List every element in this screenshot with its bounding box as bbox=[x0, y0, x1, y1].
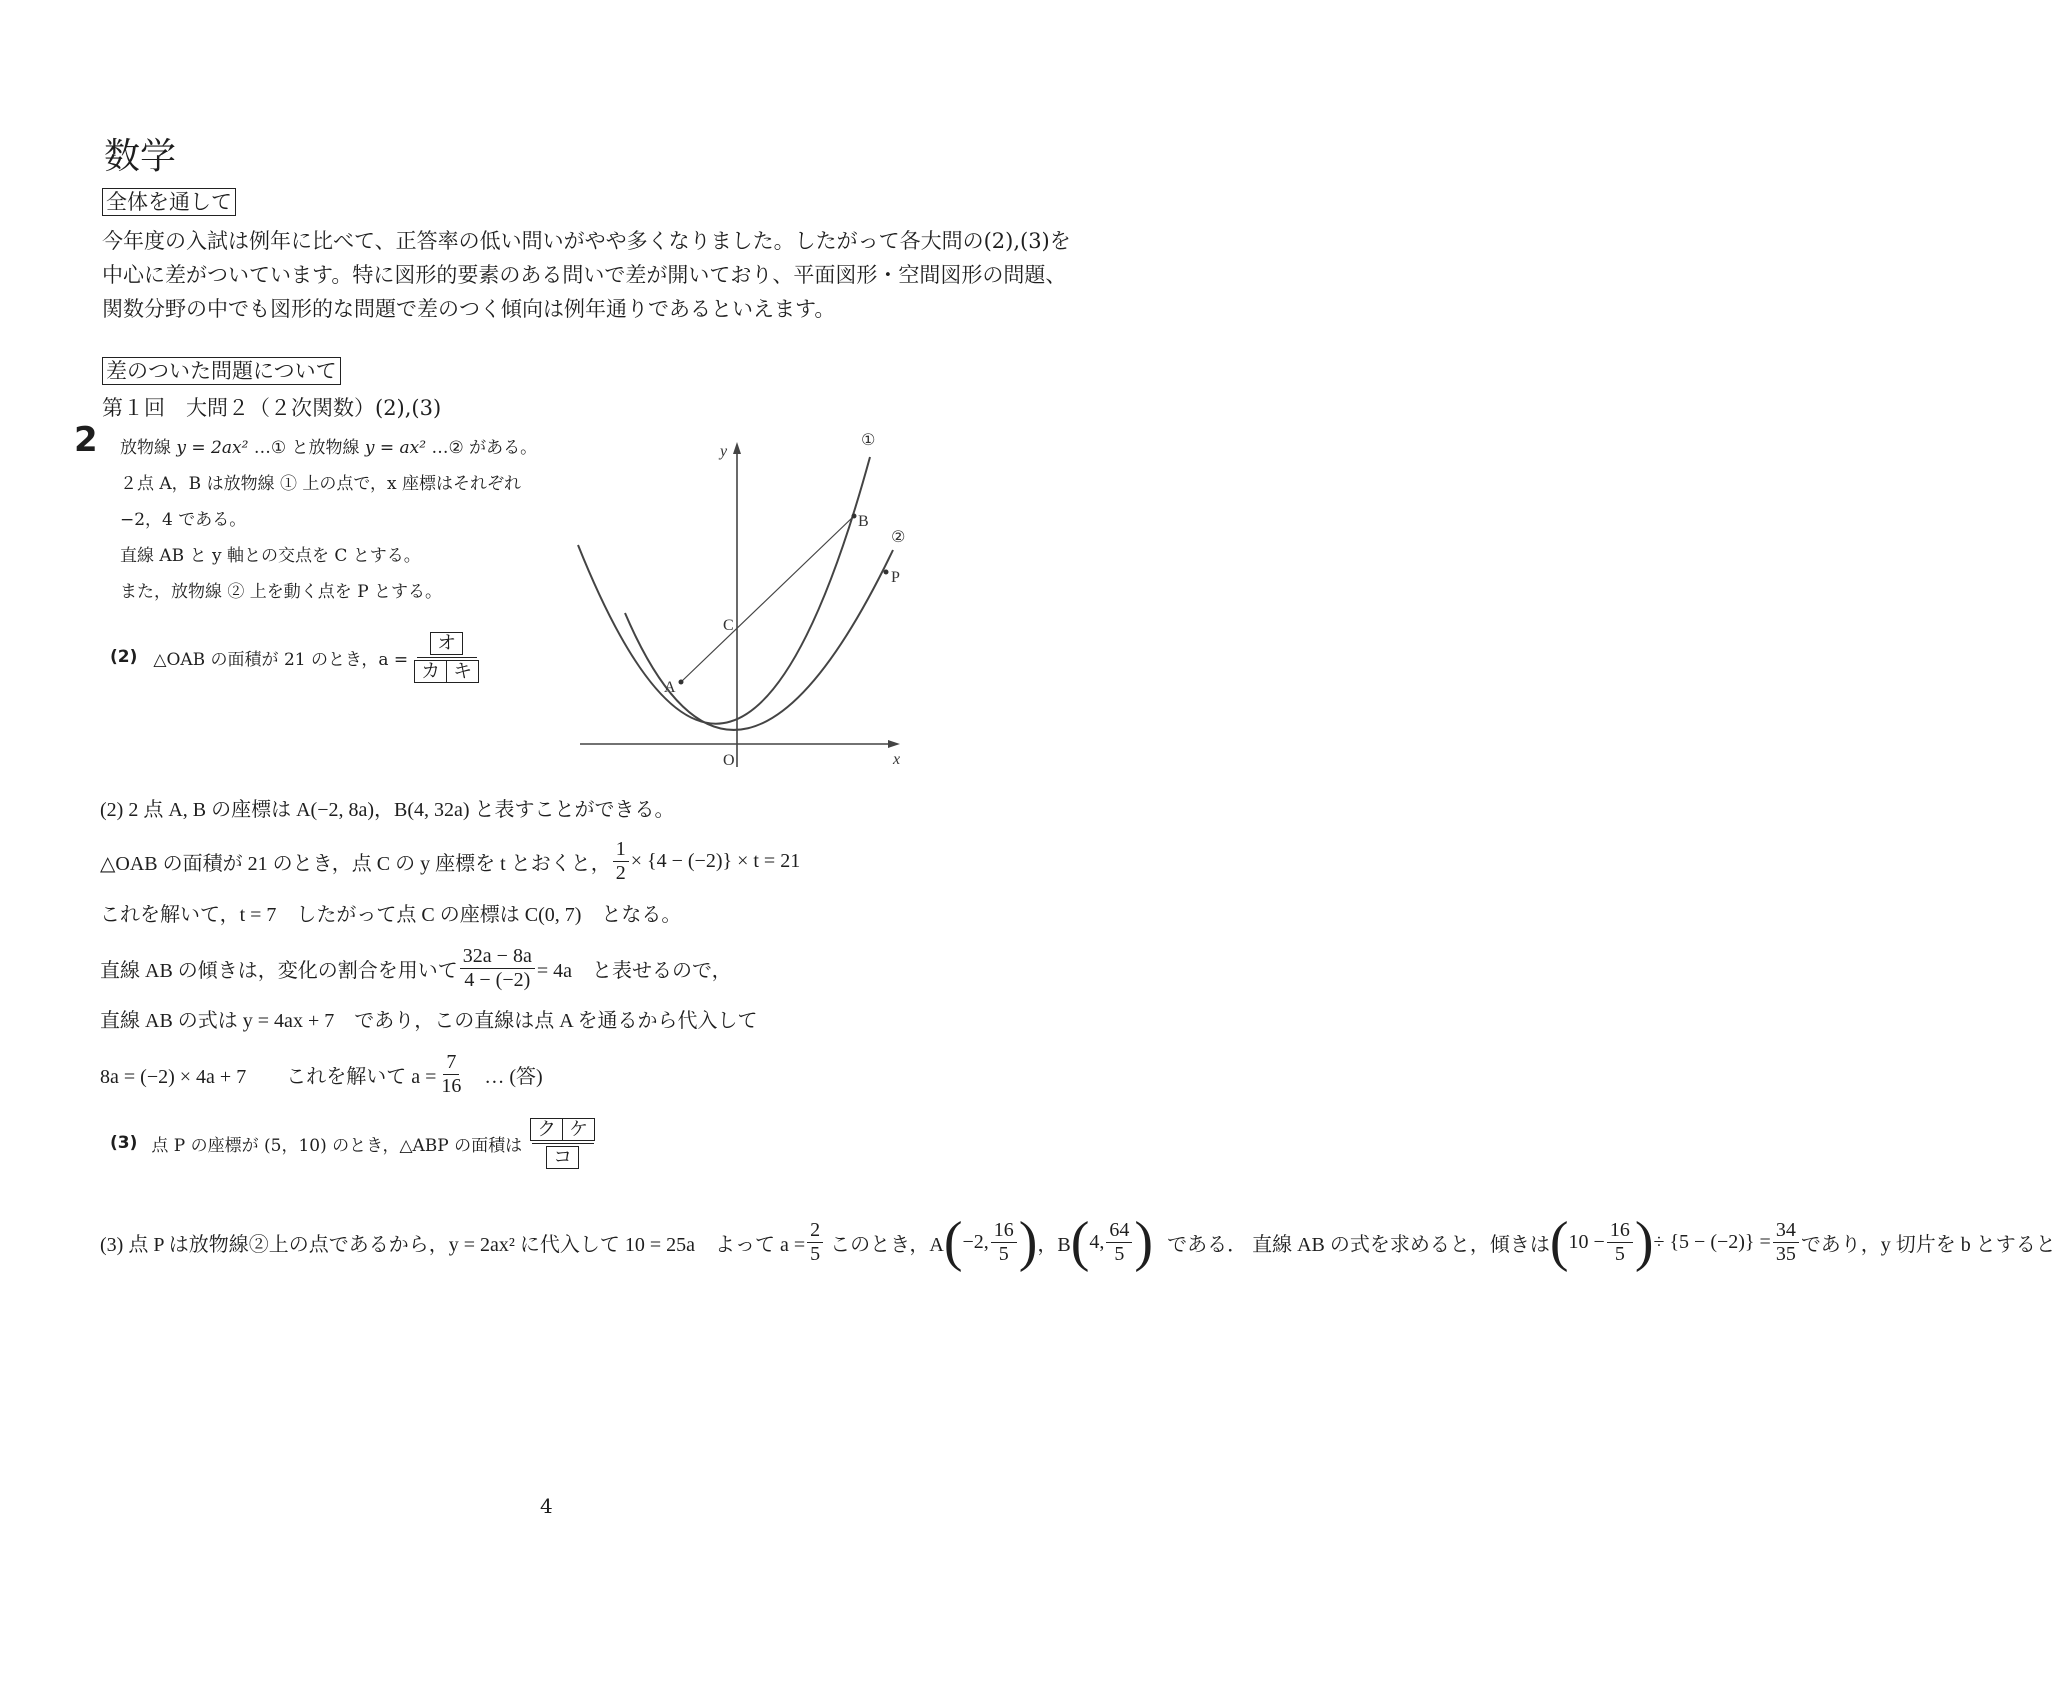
sol3-line-3-b: であり，y 切片を b とすると bbox=[1800, 1233, 2056, 1256]
problem-line-1 bbox=[120, 430, 537, 466]
frac-num: 1 bbox=[613, 838, 629, 862]
sol3-line-3 bbox=[1252, 1204, 2056, 1280]
answer-box-denominator bbox=[414, 660, 479, 683]
paren-open: ( bbox=[1549, 1211, 1569, 1273]
fraction-a-y bbox=[991, 1219, 1017, 1266]
frac-den: 16 bbox=[441, 1074, 462, 1097]
formula-2: y = ax² bbox=[364, 438, 427, 458]
answer-box-fraction-q3 bbox=[530, 1118, 595, 1169]
overall-paragraph bbox=[102, 224, 1071, 326]
problem-statement bbox=[120, 430, 537, 610]
slope-mid: ÷ {5 − (−2)} = bbox=[1653, 1230, 1771, 1253]
fraction-bar bbox=[532, 1143, 594, 1144]
frac-den: 2 bbox=[615, 861, 626, 884]
fraction-slope-value bbox=[1773, 1219, 1799, 1266]
sol2-line-2 bbox=[100, 830, 800, 892]
sol3-line-2-a: このとき，A bbox=[830, 1233, 944, 1256]
point-p-label: P bbox=[891, 569, 900, 586]
answer-box-numerator bbox=[530, 1118, 595, 1141]
point-a-dot bbox=[679, 680, 684, 685]
point-b-label: B bbox=[858, 513, 869, 530]
point-b-dot bbox=[852, 514, 857, 519]
overall-line-3: 関数分野の中でも図形的な問題で差のつく傾向は例年通りであるといえます。 bbox=[102, 297, 836, 321]
question-3-text: 点 P の座標が (5，10) のとき，△ABP の面積は bbox=[151, 1135, 523, 1156]
sol2-line-6 bbox=[100, 1044, 543, 1104]
fraction-bar bbox=[417, 657, 477, 658]
frac-den: 5 bbox=[1114, 1242, 1125, 1265]
sol2-line-6-a: 8a = (−2) × 4a + 7 これを解いて a = bbox=[100, 1065, 437, 1088]
answer-box-ki: キ bbox=[447, 660, 479, 683]
solution-2 bbox=[100, 790, 800, 1104]
sol2-line-4 bbox=[100, 938, 732, 998]
section-heading-overall: 全体を通して bbox=[102, 188, 236, 216]
problem-number: 2 bbox=[74, 420, 98, 460]
parabola-graph bbox=[575, 432, 905, 772]
problem-line-1-c: …② がある。 bbox=[426, 438, 538, 458]
page-number: 4 bbox=[540, 1494, 553, 1518]
fraction-one-half bbox=[613, 838, 629, 885]
parabola-2-curve bbox=[625, 550, 893, 730]
problem-line-3: −2，4 である。 bbox=[120, 510, 247, 530]
x-axis-arrow bbox=[888, 740, 900, 748]
answer-box-fraction-q2 bbox=[414, 632, 479, 683]
sol2-line-5: 直線 AB の式は y = 4ax + 7 であり，この直線は点 A を通るから代入して bbox=[100, 1010, 758, 1032]
frac-den: 5 bbox=[1614, 1242, 1625, 1265]
sol2-line-3: これを解いて，t = 7 したがって点 C の座標は C(0, 7) となる。 bbox=[100, 904, 682, 926]
paren-open: ( bbox=[943, 1211, 963, 1273]
paren-open: ( bbox=[1070, 1211, 1090, 1273]
paren-close: ) bbox=[1018, 1211, 1038, 1273]
question-3 bbox=[110, 1118, 597, 1169]
frac-num: 32a − 8a bbox=[460, 945, 535, 969]
problem-reference: 第１回 大問２（２次関数）(2),(3) bbox=[102, 396, 442, 420]
fraction-a-value bbox=[807, 1219, 823, 1266]
frac-num: 34 bbox=[1773, 1219, 1799, 1243]
fraction-answer bbox=[438, 1051, 464, 1098]
point-a-x: −2, bbox=[962, 1230, 989, 1253]
sol2-line-6-b: … (答) bbox=[484, 1065, 543, 1088]
problem-line-2: ２点 A，B は放物線 ① 上の点で，x 座標はそれぞれ bbox=[120, 474, 522, 494]
fraction-slope bbox=[460, 945, 535, 992]
fraction-sixteen-fifths bbox=[1607, 1219, 1633, 1266]
overall-line-1: 今年度の入試は例年に比べて、正答率の低い問いがやや多くなりました。したがって各大問の(2),(3)を bbox=[102, 229, 1071, 253]
sol3-line-1 bbox=[100, 1211, 825, 1273]
sol3-line-2 bbox=[830, 1204, 1247, 1280]
y-axis-label: y bbox=[720, 443, 728, 460]
formula-1: y = 2ax² bbox=[176, 438, 249, 458]
frac-den: 4 − (−2) bbox=[464, 968, 531, 991]
sol3-line-1-a: (3) 点 P は放物線②上の点であるから，y = 2ax² に代入して 10 = 25a よって a = bbox=[100, 1233, 806, 1256]
frac-den: 35 bbox=[1775, 1242, 1796, 1265]
answer-box-o: オ bbox=[430, 632, 463, 655]
answer-box-ke: ケ bbox=[563, 1118, 595, 1141]
frac-num: 16 bbox=[1607, 1219, 1633, 1243]
origin-label: O bbox=[723, 752, 735, 769]
solution-3 bbox=[100, 1196, 2056, 1280]
question-3-label: (3) bbox=[110, 1133, 138, 1154]
problem-line-4: 直線 AB と y 軸との交点を C とする。 bbox=[120, 546, 421, 566]
point-b-x: 4, bbox=[1089, 1230, 1105, 1253]
sol3-line-3-a: 直線 AB の式を求めると，傾きは bbox=[1252, 1233, 1550, 1256]
paren-close: ) bbox=[1134, 1211, 1154, 1273]
curve-1-label: ① bbox=[861, 430, 876, 449]
point-a-label: A bbox=[664, 679, 676, 696]
parabola-1-curve bbox=[578, 457, 870, 724]
sol2-line-2-b: × {4 − (−2)} × t = 21 bbox=[630, 849, 801, 872]
sol3-line-2-b: である． bbox=[1167, 1233, 1248, 1256]
y-axis-arrow bbox=[733, 442, 741, 454]
sol3-line-2-mid: ，B bbox=[1037, 1233, 1071, 1256]
sol2-line-2-a: △OAB の面積が 21 のとき，点 C の y 座標を t とおくと， bbox=[100, 852, 611, 875]
frac-num: 16 bbox=[991, 1219, 1017, 1243]
frac-num: 2 bbox=[807, 1219, 823, 1243]
frac-num: 7 bbox=[443, 1051, 459, 1075]
question-2 bbox=[110, 632, 481, 683]
problem-line-5: また，放物線 ② 上を動く点を P とする。 bbox=[120, 582, 443, 602]
point-c-label: C bbox=[723, 617, 734, 634]
answer-box-ku: ク bbox=[530, 1118, 563, 1141]
slope-prefix: 10 − bbox=[1568, 1230, 1605, 1253]
section-heading-gap: 差のついた問題について bbox=[102, 357, 341, 385]
frac-den: 5 bbox=[998, 1242, 1009, 1265]
segment-ab bbox=[681, 516, 854, 682]
x-axis-label: x bbox=[893, 751, 901, 768]
point-p-dot bbox=[884, 570, 889, 575]
fraction-b-y bbox=[1106, 1219, 1132, 1266]
sol2-line-1: (2) 2 点 A, B の座標は A(−2, 8a)，B(4, 32a) と表すことができる。 bbox=[100, 799, 675, 821]
problem-line-1-b: …① と放物線 bbox=[248, 438, 365, 458]
question-2-label: (2) bbox=[110, 647, 138, 668]
problem-line-1-a: 放物線 bbox=[120, 438, 177, 458]
curve-2-label: ② bbox=[891, 527, 906, 546]
sol2-line-4-a: 直線 AB の傾きは，変化の割合を用いて bbox=[100, 959, 458, 982]
frac-num: 64 bbox=[1106, 1219, 1132, 1243]
question-2-text: △OAB の面積が 21 のとき，a = bbox=[153, 649, 409, 670]
overall-line-2: 中心に差がついています。特に図形的要素のある問いで差が開いており、平面図形・空間図形の問題、 bbox=[102, 263, 1067, 287]
frac-den: 5 bbox=[810, 1242, 821, 1265]
page-title: 数学 bbox=[104, 136, 177, 177]
answer-box-ka: カ bbox=[414, 660, 447, 683]
paren-close: ) bbox=[1634, 1211, 1654, 1273]
sol2-line-4-b: = 4a と表せるので， bbox=[536, 959, 732, 982]
answer-box-ko: コ bbox=[546, 1146, 579, 1169]
